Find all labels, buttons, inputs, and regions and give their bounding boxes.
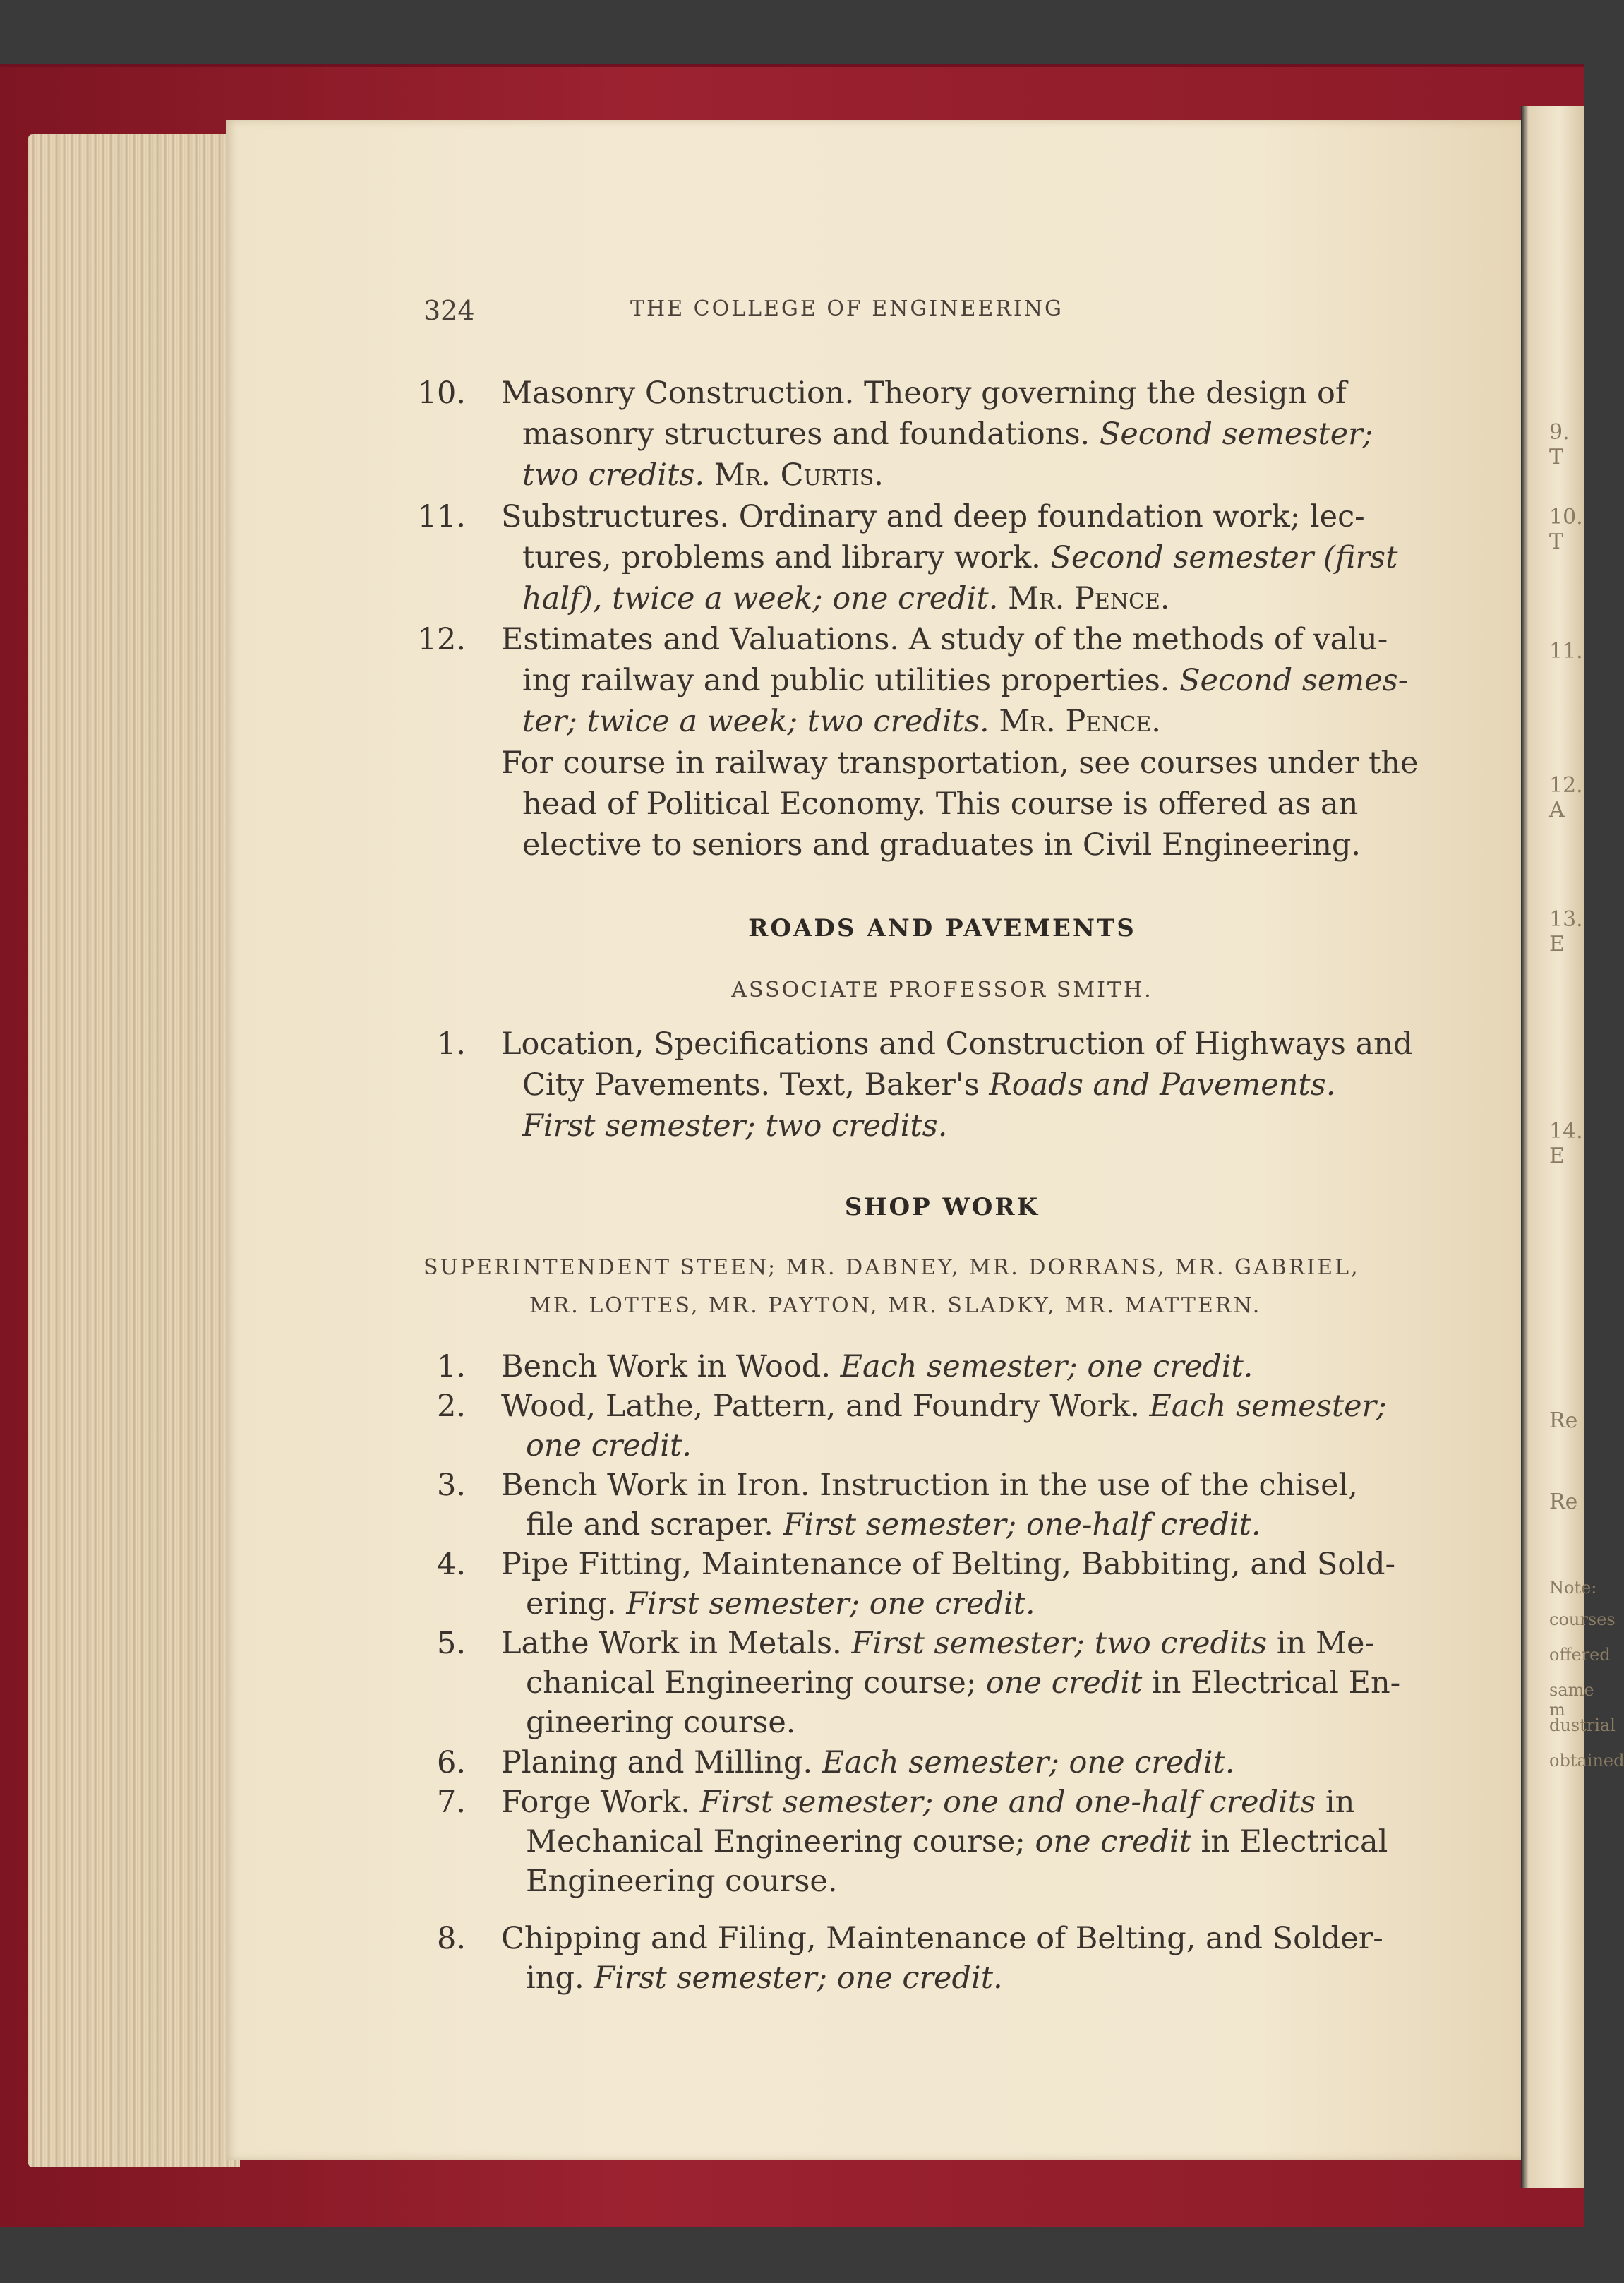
entry-line (501, 1623, 1375, 1664)
entry-line (522, 1105, 947, 1146)
entry-line: Substructures. Ordinary and deep foundation work; lec- (501, 499, 1365, 534)
entry-number: 2. (436, 1389, 466, 1424)
entry-credits: ter; twice a week; two credits. (522, 704, 990, 739)
entry-credits: two credits. (522, 457, 705, 493)
entry-text: ing railway and public utilities properties. (522, 663, 1180, 698)
entry-number: 1. (436, 1349, 466, 1384)
entry-line (522, 414, 1373, 455)
facing-fragment: 12. A (1549, 773, 1583, 822)
entry-instructor: Mr. Pence. (998, 581, 1170, 616)
entry-line (526, 1958, 1003, 1999)
entry-credits: First semester; one and one-half credits (699, 1785, 1316, 1820)
entry-text: ing. (526, 1960, 594, 1996)
entry-credits: First semester; one credit. (626, 1586, 1035, 1622)
entry-number: 6. (436, 1745, 466, 1780)
facing-fragment: 10. T (1549, 505, 1583, 554)
entry-credits: half), twice a week; one credit. (522, 581, 999, 616)
section-staff-shop-line1: SUPERINTENDENT STEEN; MR. DABNEY, MR. DORRANS, MR. GABRIEL, (423, 1255, 1360, 1280)
entry-term: Second semester; (1099, 417, 1373, 452)
entry-credits: one credit (986, 1665, 1143, 1701)
section-heading-roads: ROADS AND PAVEMENTS (748, 914, 1136, 942)
section-heading-shop: SHOP WORK (844, 1193, 1040, 1221)
entry-textbook: Roads and Pavements. (989, 1067, 1336, 1103)
entry-line: Engineering course. (526, 1864, 838, 1899)
note-line: elective to seniors and graduates in Civil Engineering. (522, 827, 1361, 863)
facing-fragment: offered (1549, 1645, 1611, 1665)
entry-text: Bench Work in Wood. (501, 1349, 841, 1384)
facing-fragment: Re (1549, 1490, 1578, 1514)
entry-line: Chipping and Filing, Maintenance of Belting, and Solder- (501, 1921, 1383, 1956)
entry-credits: one credit. (526, 1428, 692, 1463)
entry-line (526, 1662, 1400, 1703)
entry-text: in (1316, 1785, 1355, 1820)
entry-text: Wood, Lathe, Pattern, and Foundry Work. (501, 1389, 1150, 1424)
entry-text: chanical Engineering course; (526, 1665, 987, 1701)
section-staff-roads: ASSOCIATE PROFESSOR SMITH. (731, 978, 1153, 1002)
entry-text: Planing and Milling. (501, 1745, 822, 1780)
facing-fragment: obtained (1549, 1751, 1624, 1770)
entry-number: 12. (417, 622, 466, 657)
entry-line (526, 1504, 1261, 1545)
note-line: For course in railway transportation, see courses under the (501, 745, 1419, 781)
entry-line (522, 1065, 1335, 1105)
entry-text: ering. (526, 1586, 627, 1622)
entry-credits: First semester; one-half credit. (783, 1507, 1261, 1542)
entry-line (501, 1346, 1253, 1387)
entry-number: 4. (436, 1547, 466, 1582)
entry-term: Second semes- (1179, 663, 1409, 698)
entry-line (526, 1583, 1035, 1624)
entry-line: Bench Work in Iron. Instruction in the use of the chisel, (501, 1468, 1358, 1503)
entry-text: in Electrical En- (1142, 1665, 1401, 1701)
facing-fragment: courses (1549, 1610, 1616, 1629)
entry-line (522, 455, 884, 496)
entry-line (501, 1386, 1387, 1427)
entry-term: Second semester (first (1050, 540, 1398, 575)
note-line: head of Political Economy. This course is offered as an (522, 786, 1359, 822)
entry-text: Forge Work. (501, 1785, 700, 1820)
entry-text: City Pavements. Text, Baker's (522, 1067, 990, 1103)
running-head-title: THE COLLEGE OF ENGINEERING (630, 296, 1064, 321)
entry-credits: Each semester; one credit. (840, 1349, 1253, 1384)
entry-line: Pipe Fitting, Maintenance of Belting, Babbiting, and Sold- (501, 1547, 1396, 1582)
entry-credits: First semester; one credit. (594, 1960, 1003, 1996)
entry-number: 8. (436, 1921, 466, 1956)
entry-text: masonry structures and foundations. (522, 417, 1100, 452)
entry-text: Lathe Work in Metals. (501, 1626, 852, 1661)
entry-instructor: Mr. Curtis. (704, 457, 884, 493)
entry-line (522, 578, 1170, 619)
entry-line: Masonry Construction. Theory governing the design of (501, 376, 1347, 411)
entry-line (501, 1782, 1354, 1823)
entry-instructor: Mr. Pence. (989, 704, 1161, 739)
facing-fragment: same m (1549, 1680, 1594, 1720)
entry-text: in Me- (1267, 1626, 1375, 1661)
entry-credits: Each semester; (1149, 1389, 1387, 1424)
entry-line (522, 537, 1397, 578)
entry-number: 1. (436, 1026, 466, 1062)
facing-fragment: 11. (1549, 639, 1583, 664)
facing-fragment: dustrial (1549, 1715, 1616, 1735)
entry-line (526, 1425, 692, 1466)
facing-fragment: 13. E (1549, 907, 1583, 957)
entry-text: Mechanical Engineering course; (526, 1824, 1035, 1859)
entry-line: Estimates and Valuations. A study of the methods of valu- (501, 622, 1388, 657)
entry-text: file and scraper. (526, 1507, 783, 1542)
section-staff-shop-line2: MR. LOTTES, MR. PAYTON, MR. SLADKY, MR. MATTERN. (529, 1293, 1262, 1318)
facing-fragment: 9. T (1549, 420, 1570, 469)
entry-number: 3. (436, 1468, 466, 1503)
facing-fragment: Note: (1549, 1578, 1597, 1598)
entry-credits: Each semester; one credit. (822, 1745, 1235, 1780)
entry-text: tures, problems and library work. (522, 540, 1051, 575)
entry-line (522, 660, 1408, 701)
entry-credits: one credit (1035, 1824, 1191, 1859)
entry-number: 5. (436, 1626, 466, 1661)
facing-fragment: 14. E (1549, 1119, 1583, 1168)
entry-text: in Electrical (1191, 1824, 1388, 1859)
entry-number: 11. (417, 499, 466, 534)
entry-line (522, 701, 1161, 742)
entry-number: 10. (417, 376, 466, 411)
entry-credits: First semester; two credits. (522, 1108, 948, 1144)
entry-line: gineering course. (526, 1705, 796, 1740)
entry-number: 7. (436, 1785, 466, 1820)
entry-line: Location, Specifications and Construction of Highways and (501, 1026, 1413, 1062)
entry-line (501, 1742, 1235, 1783)
entry-line (526, 1821, 1388, 1862)
facing-fragment: Re (1549, 1408, 1578, 1433)
page-number: 324 (423, 295, 475, 326)
entry-credits: First semester; two credits (851, 1626, 1268, 1661)
